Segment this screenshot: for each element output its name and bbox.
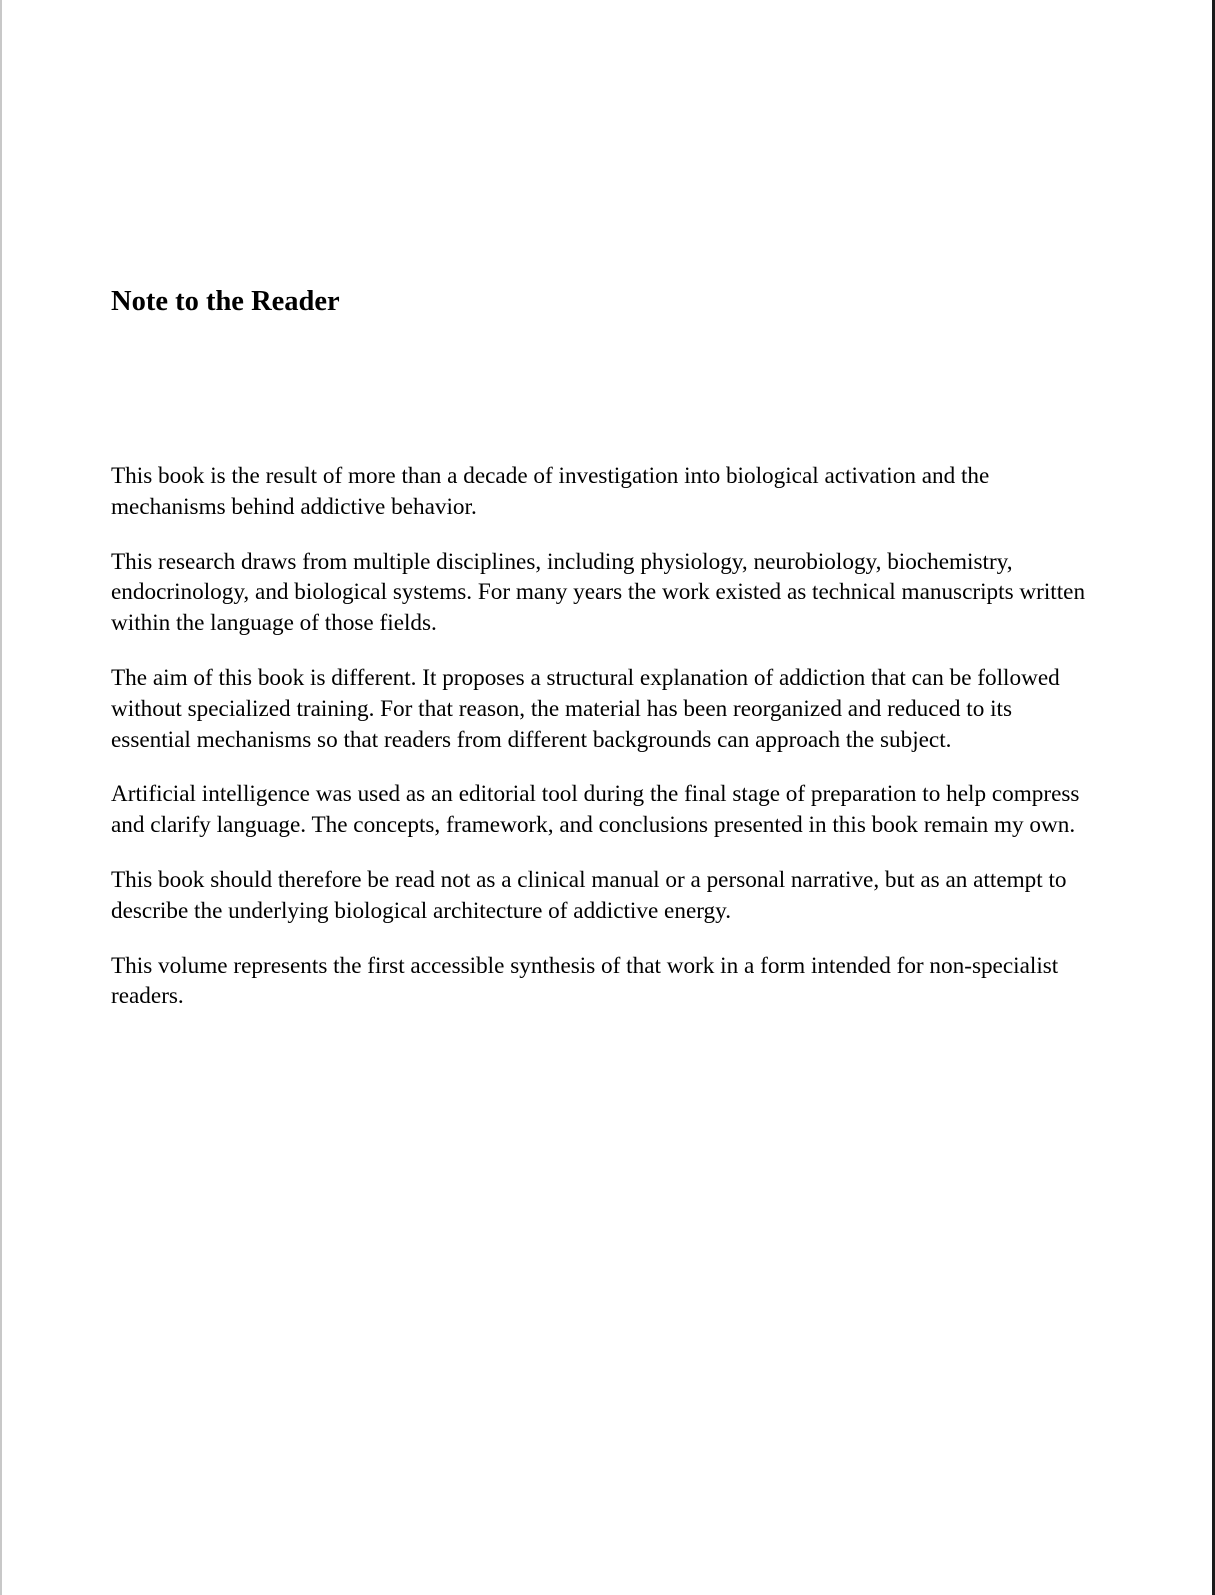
body-text: [111, 461, 1086, 1036]
paragraph-5: This book should therefore be read not as a clinical manual or a personal narrative, but as an attempt to describe the underlying biological architecture of addictive energy.: [111, 866, 1067, 924]
paragraph-2: This research draws from multiple disciplines, including physiology, neurobiology, biochemistry, endocrinology, and biological systems. For many years the work existed as technical manuscripts written within the language of those fields.: [111, 548, 1086, 637]
page-title: Note to the Reader: [111, 286, 340, 317]
paragraph-4: Artificial intelligence was used as an editorial tool during the final stage of preparation to help compress and clarify language. The concepts, framework, and conclusions presented in this book remain my own.: [111, 781, 1080, 839]
page-left-edge: [0, 0, 2, 1595]
paragraph-1: This book is the result of more than a decade of investigation into biological activation and the mechanisms behind addictive behavior.: [111, 463, 990, 520]
paragraph-3: The aim of this book is different. It proposes a structural explanation of addiction that can be followed without specialized training. For that reason, the material has been reorganized and reduced to its essential mechanisms so that readers from different backgrounds can approach the subject.: [111, 664, 1060, 753]
paragraph-6: This volume represents the first accessible synthesis of that work in a form intended for non-specialist readers.: [111, 952, 1059, 1010]
